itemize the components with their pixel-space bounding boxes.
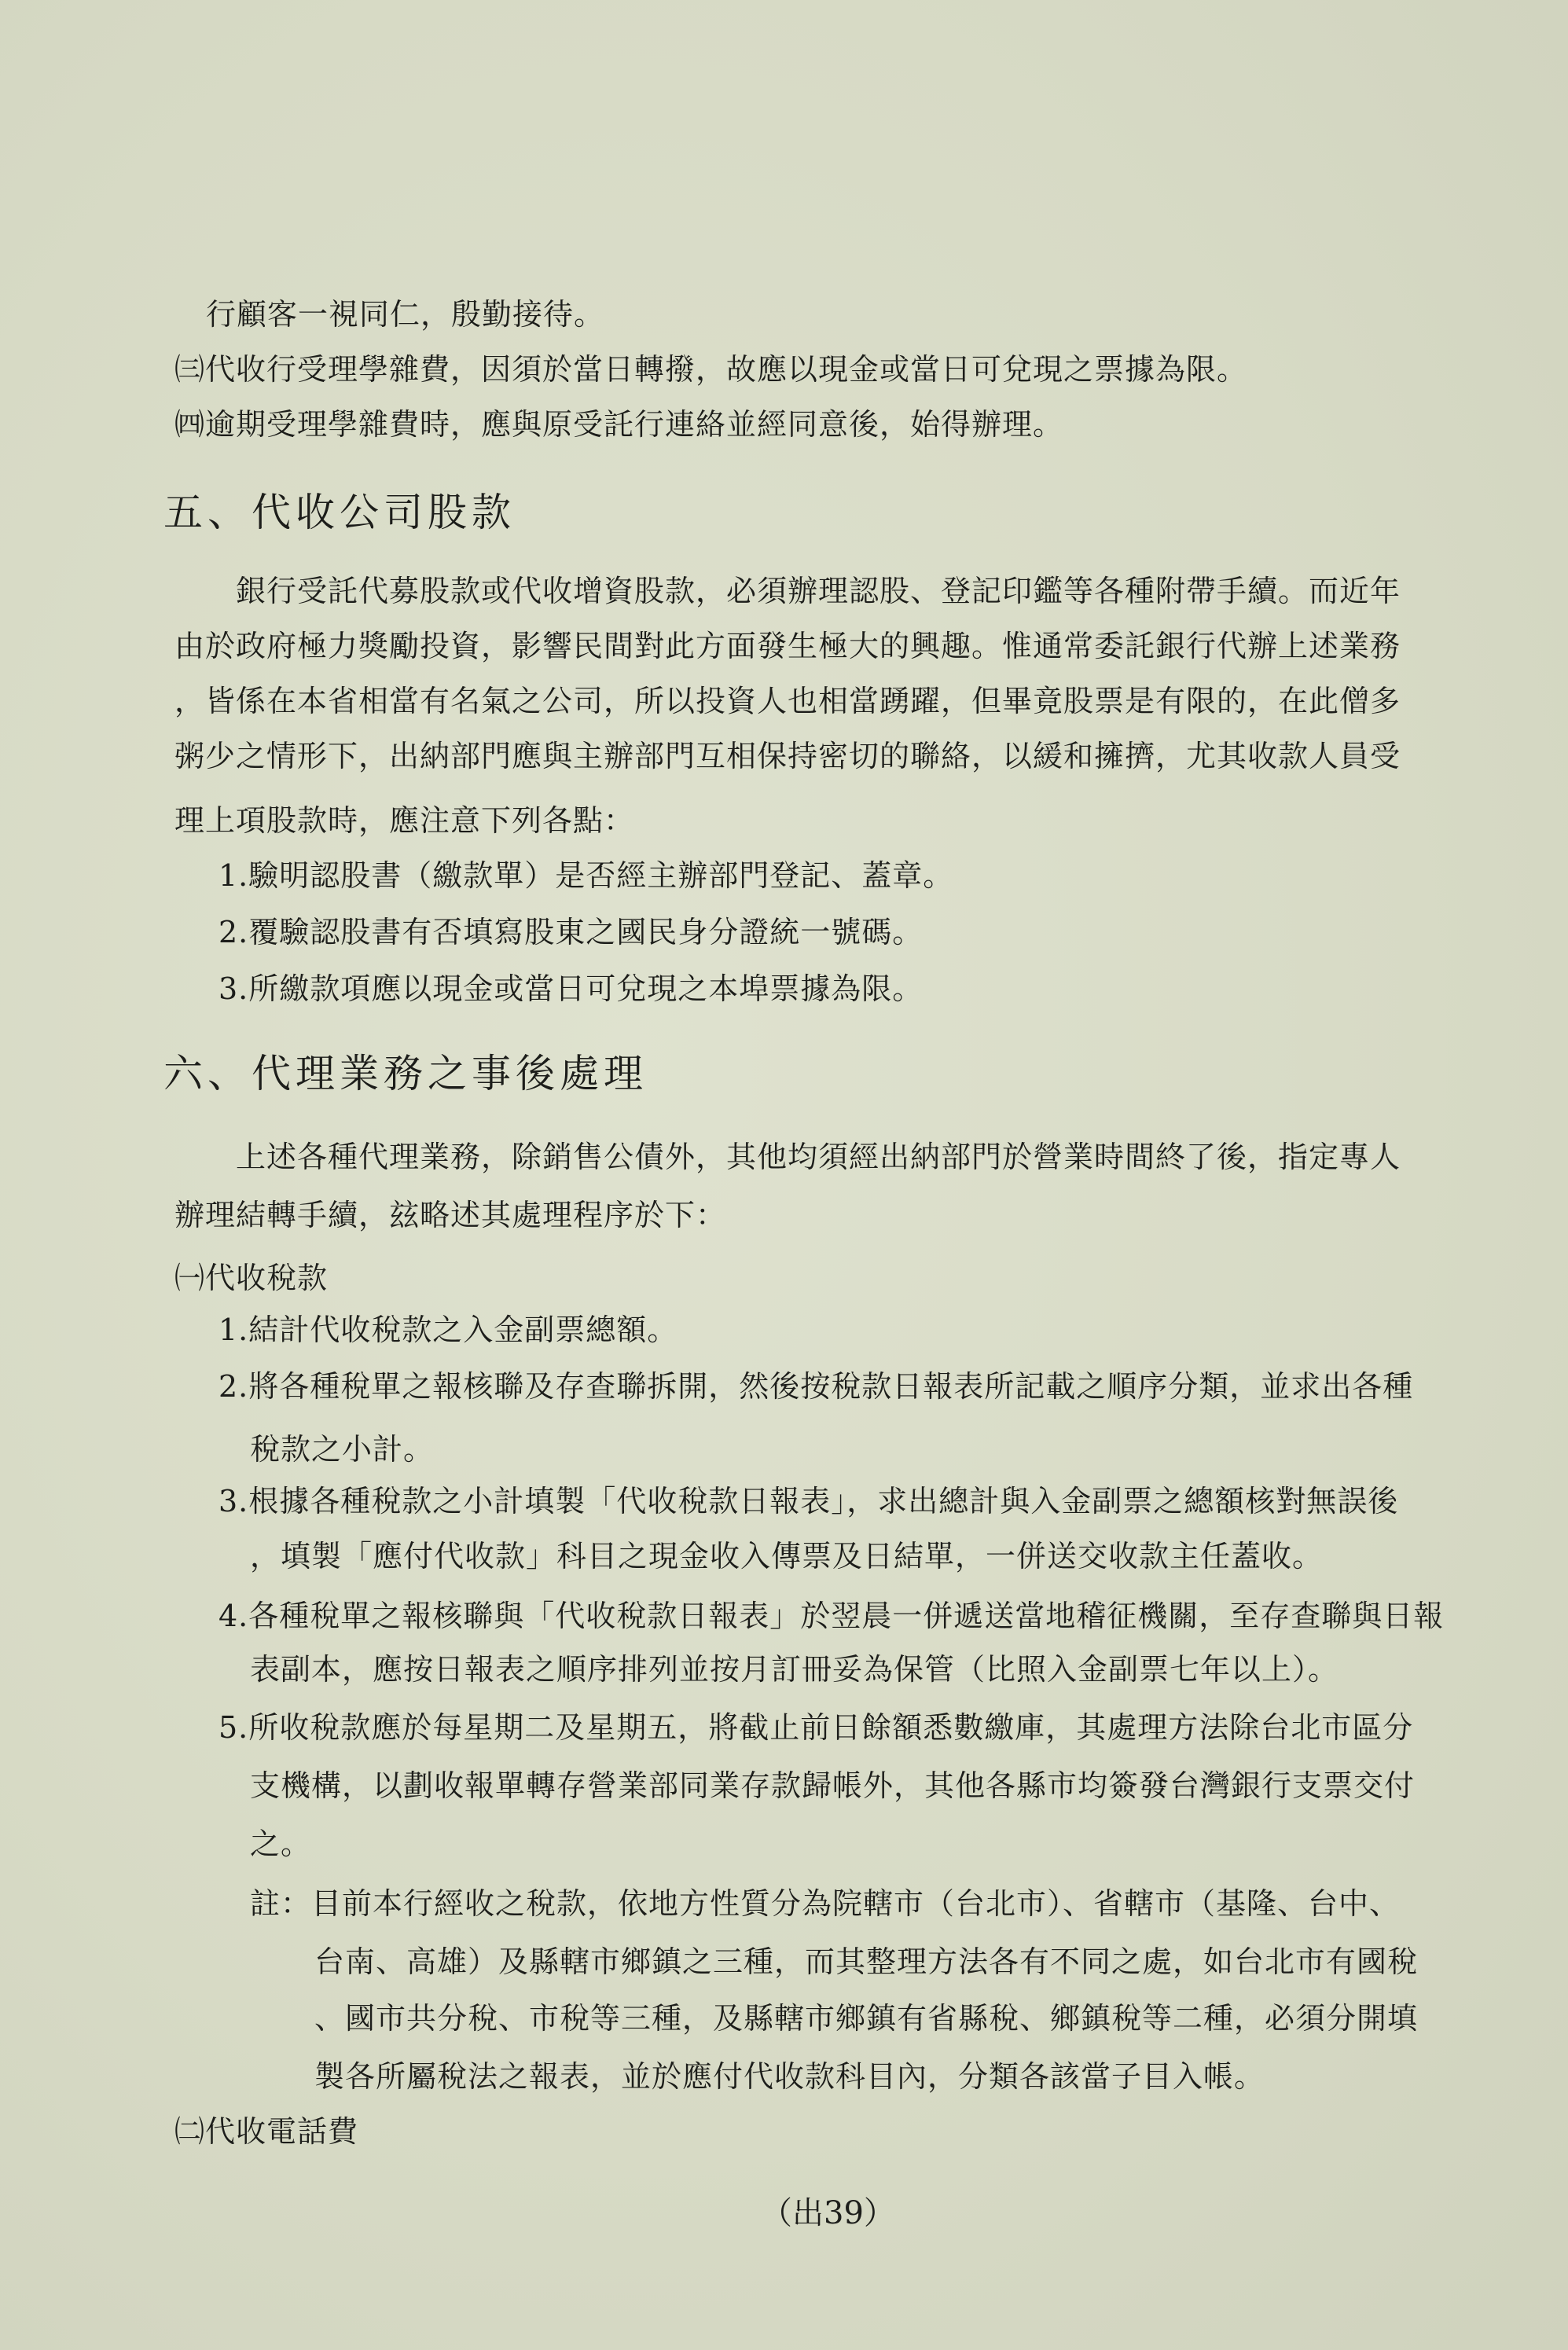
text-line: 粥少之情形下，出納部門應與主辦部門互相保持密切的聯絡，以緩和擁擠，尤其收款人員受 [174,739,1401,773]
list-item: 4.各種稅單之報核聯與「代收稅款日報表」於翌晨一併遞送當地稽征機關，至存查聯與日報 [218,1599,1445,1633]
text-line: 行顧客一視同仁，殷勤接待。 [206,297,605,332]
list-item: 2.覆驗認股書有否填寫股東之國民身分證統一號碼。 [218,915,924,949]
subsection-heading: ㈠代收稅款 [174,1261,329,1295]
section-heading: 六、代理業務之事後處理 [163,1051,648,1096]
list-item: 1.結計代收稅款之入金副票總額。 [218,1313,678,1347]
list-item: 1.驗明認股書（繳款單）是否經主辦部門登記、蓋章。 [218,858,954,893]
text-line: 辦理結轉手續，玆略述其處理程序於下： [174,1198,727,1232]
section-heading: 五、代收公司股款 [163,490,516,535]
list-item: 3.根據各種稅款之小計填製「代收稅款日報表」，求出總計與入金副票之總額核對無誤後 [218,1484,1399,1518]
text-line: 稅款之小計。 [250,1432,435,1467]
note-text: 台南、高雄）及縣轄市鄉鎮之三種，而其整理方法各有不同之處，如台北市有國稅 [314,1944,1419,1979]
text-line: 支機構，以劃收報單轉存營業部同業存款歸帳外，其他各縣市均簽發台灣銀行支票交付 [250,1768,1416,1803]
note-text: 製各所屬稅法之報表，並於應付代收款科目內，分類各該當子目入帳。 [314,2059,1265,2094]
text-line: 之。 [250,1827,312,1861]
note-text: 、國市共分稅、市稅等三種，及縣轄市鄉鎮有省縣稅、鄉鎮稅等二種，必須分開填 [314,2001,1419,2036]
text-line: ，皆係在本省相當有名氣之公司，所以投資人也相當踴躍，但畢竟股票是有限的，在此僧多 [174,684,1401,718]
text-line: ㈣逾期受理學雜費時，應與原受託行連絡並經同意後，始得辦理。 [174,407,1064,442]
list-item: 5.所收稅款應於每星期二及星期五，將截止前日餘額悉數繳庫，其處理方法除台北市區分 [218,1710,1414,1745]
page-number: （出39） [761,2195,895,2231]
text-line: ㈢代收行受理學雜費，因須於當日轉撥，故應以現金或當日可兌現之票據為限。 [174,352,1248,387]
list-item: 2.將各種稅單之報核聯及存查聯拆開，然後按稅款日報表所記載之順序分類，並求出各種 [218,1369,1414,1404]
text-line: 表副本，應按日報表之順序排列並按月訂冊妥為保管（比照入金副票七年以上）。 [250,1652,1339,1687]
note-text: 註：目前本行經收之稅款，依地方性質分為院轄市（台北市）、省轄市（基隆、台中、 [250,1886,1401,1921]
subsection-heading: ㈡代收電話費 [174,2114,359,2149]
text-line: ，填製「應付代收款」科目之現金收入傳票及日結單，一併送交收款主任蓋收。 [250,1539,1324,1573]
text-line: 理上項股款時，應注意下列各點： [174,803,635,838]
text-line: 銀行受託代募股款或代收增資股款，必須辦理認股、登記印鑑等各種附帶手續。而近年 [236,574,1401,608]
list-item: 3.所繳款項應以現金或當日可兌現之本埠票據為限。 [218,971,924,1006]
text-line: 由於政府極力獎勵投資，影響民間對此方面發生極大的興趣。惟通常委託銀行代辦上述業務 [174,629,1401,663]
text-line: 上述各種代理業務，除銷售公債外，其他均須經出納部門於營業時間終了後，指定專人 [236,1140,1401,1174]
